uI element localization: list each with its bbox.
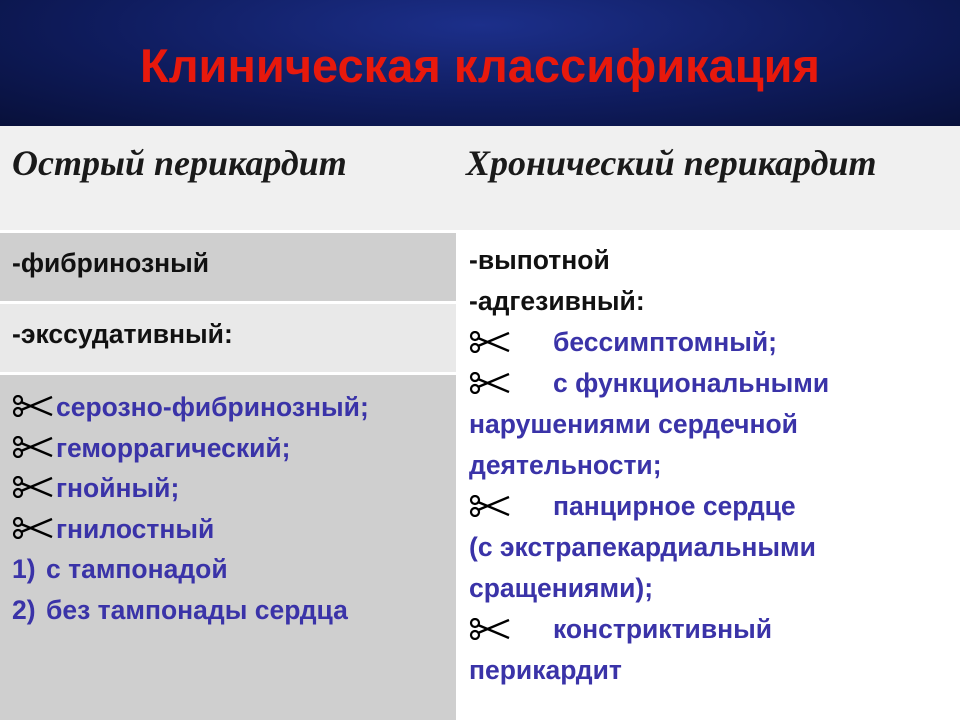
header-acute	[0, 126, 456, 230]
scissors-icon	[12, 428, 56, 468]
list-item-text: без тампонады сердца	[46, 594, 348, 625]
list-item	[469, 486, 829, 527]
list-item-text: серозно-фибринозный;	[56, 392, 369, 422]
list-item-text: с тампонадой	[46, 554, 228, 584]
list-item	[469, 281, 829, 322]
exudative-types-list	[12, 387, 369, 630]
header-chronic-label: Хронический перикардит	[466, 143, 877, 183]
adhesive-label: -адгезивный:	[469, 286, 645, 317]
list-item	[469, 609, 829, 650]
scissors-icon	[469, 323, 513, 363]
effusive-label: -выпотной	[469, 245, 610, 276]
list-item	[469, 240, 829, 281]
scissors-icon	[12, 468, 56, 508]
scissors-icon	[469, 610, 513, 650]
cell-exudative-types	[0, 375, 456, 720]
scissors-icon	[12, 387, 56, 427]
exudative-label: -экссудативный:	[12, 319, 233, 349]
list-item	[469, 322, 829, 363]
cell-exudative	[0, 304, 456, 372]
cell-chronic-types	[459, 233, 960, 720]
list-item-text: сращениями);	[469, 573, 654, 604]
scissors-icon	[469, 487, 513, 527]
header-acute-label: Острый перикардит	[12, 143, 347, 183]
list-item	[12, 387, 369, 428]
list-number: 1)	[12, 554, 36, 584]
list-item	[12, 549, 369, 590]
list-item-text: нарушениями сердечной	[469, 409, 798, 440]
list-item-text: констриктивный	[553, 614, 773, 645]
list-item	[12, 428, 369, 469]
list-item-text: (с экстрапекардиальными	[469, 532, 816, 563]
list-item	[469, 527, 829, 568]
list-item	[12, 468, 369, 509]
chronic-types-list	[469, 240, 829, 691]
list-item-text: гнилостный	[56, 513, 215, 544]
scissors-icon	[469, 364, 513, 404]
list-item	[469, 650, 829, 691]
cell-fibrinous	[0, 233, 456, 301]
list-item-text: бессимптомный;	[553, 327, 777, 358]
list-item	[469, 404, 829, 445]
list-item-text: перикардит	[469, 655, 622, 686]
list-item-text: панцирное сердце	[553, 491, 796, 522]
list-item-text: геморрагический;	[56, 432, 291, 463]
list-item	[469, 568, 829, 609]
list-item-text: гнойный;	[56, 473, 180, 503]
list-item-text: деятельности;	[469, 450, 662, 481]
page-title: Клиническая классификация	[140, 39, 820, 92]
list-item-text: с функциональными	[553, 368, 830, 399]
title-band	[0, 0, 960, 126]
header-chronic	[456, 126, 960, 230]
list-item	[12, 590, 369, 631]
scissors-icon	[12, 509, 56, 549]
list-item	[12, 509, 369, 550]
fibrinous-label: -фибринозный	[12, 248, 210, 278]
list-item	[469, 445, 829, 486]
list-item	[469, 363, 829, 404]
list-number: 2)	[12, 594, 36, 625]
